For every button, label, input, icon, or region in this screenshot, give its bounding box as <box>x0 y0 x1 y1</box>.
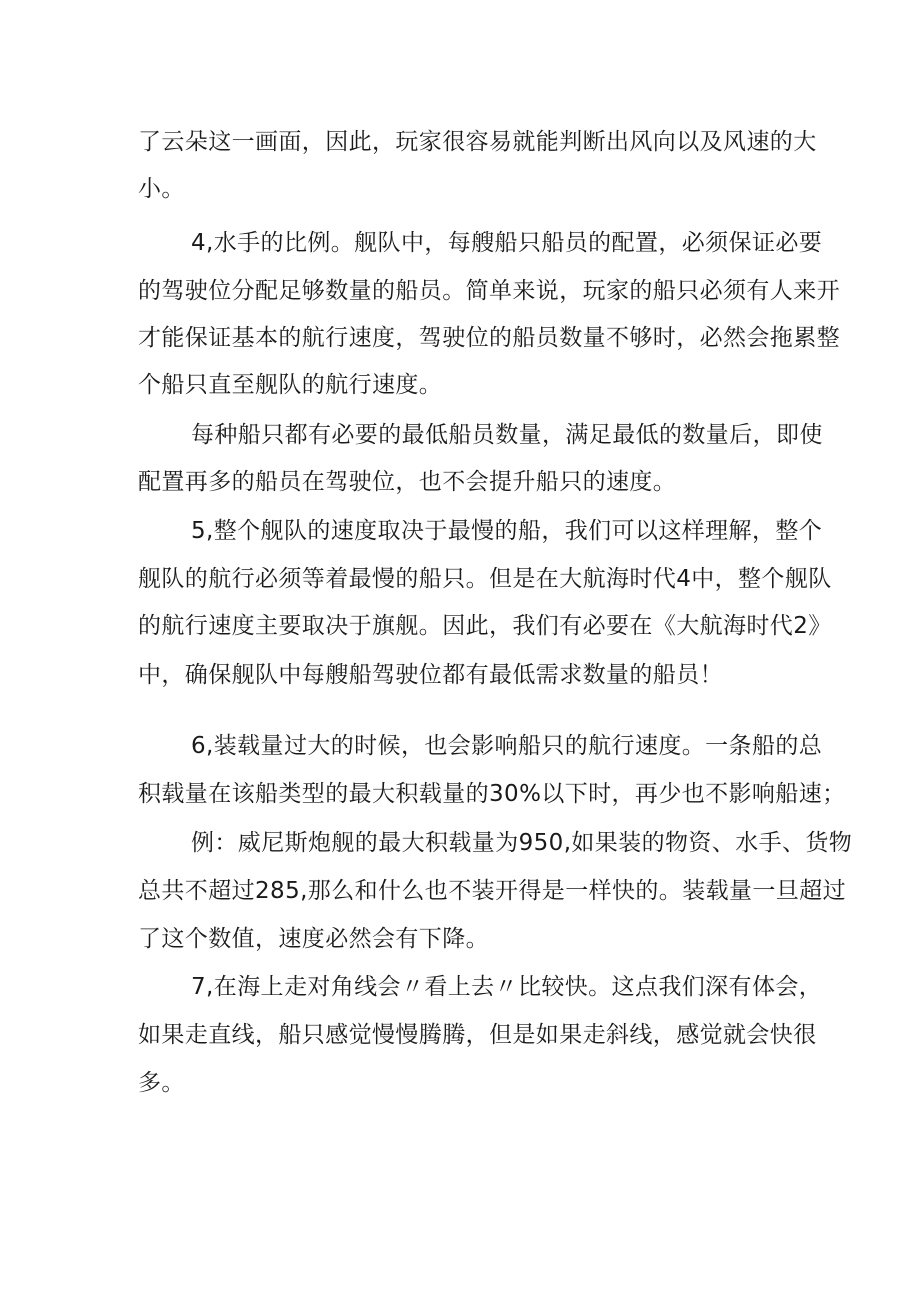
text-line: 舰队的航行必须等着最慢的船只。但是在大航海时代4中，整个舰队 <box>138 566 832 592</box>
text-line: 了这个数值，速度必然会有下降。 <box>138 926 489 952</box>
text-line: 6,装载量过大的时候，也会影响船只的航行速度。一条船的总 <box>191 733 823 759</box>
text-line: 积载量在该船类型的最大积载量的30%以下时，再少也不影响船速； <box>138 781 846 807</box>
text-line: 总共不超过285,那么和什么也不装开得是一样快的。装载量一旦超过 <box>138 878 847 904</box>
text-line: 才能保证基本的航行速度，驾驶位的船员数量不够时，必然会拖累整 <box>138 325 840 351</box>
text-line: 的驾驶位分配足够数量的船员。简单来说，玩家的船只必须有人来开 <box>138 278 840 304</box>
text-line: 每种船只都有必要的最低船员数量，满足最低的数量后，即使 <box>191 422 823 448</box>
text-line: 小。 <box>138 176 185 202</box>
text-line: 配置再多的船员在驾驶位，也不会提升船只的速度。 <box>138 469 677 495</box>
text-line: 的航行速度主要取决于旗舰。因此，我们有必要在《大航海时代2》 <box>138 613 832 639</box>
text-line: 中，确保舰队中每艘船驾驶位都有最低需求数量的船员！ <box>138 662 723 688</box>
text-line: 多。 <box>138 1070 185 1096</box>
text-line: 4,水手的比例。舰队中，每艘船只船员的配置，必须保证必要 <box>191 230 823 256</box>
text-line: 个船只直至舰队的航行速度。 <box>138 372 443 398</box>
text-line: 了云朵这一画面，因此，玩家很容易就能判断出风向以及风速的大 <box>138 129 817 155</box>
text-line: 如果走直线，船只感觉慢慢腾腾，但是如果走斜线，感觉就会快很 <box>138 1022 817 1048</box>
text-line: 7,在海上走对角线会〃看上去〃比较快。这点我们深有体会， <box>191 974 823 1000</box>
text-line: 5,整个舰队的速度取决于最慢的船，我们可以这样理解，整个 <box>191 518 823 544</box>
text-line: 例：威尼斯炮舰的最大积载量为950,如果装的物资、水手、货物 <box>191 830 853 856</box>
